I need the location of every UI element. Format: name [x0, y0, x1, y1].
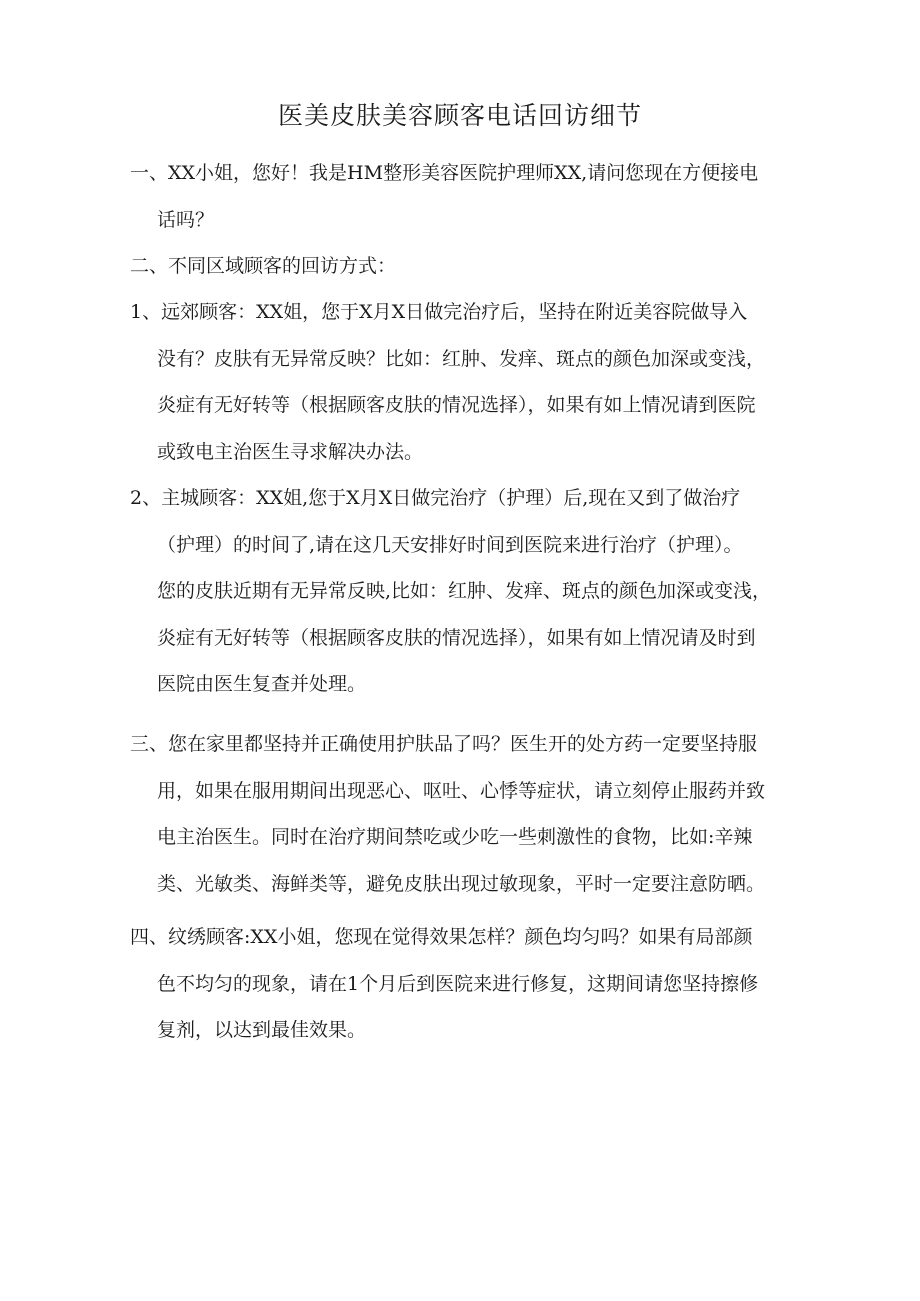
section-3-line-2: 用，如果在服用期间出现恶心、呕吐、心悸等症状，请立刻停止服药并致	[157, 779, 766, 802]
section-3-line-4: 类、光敏类、海鲜类等，避免皮肤出现过敏现象，平时一定要注意防晒。	[157, 872, 766, 895]
section-3-line-3: 电主治医生。同时在治疗期间禁吃或少吃一些刺激性的食物，比如:辛辣	[157, 826, 753, 848]
section-1-line-2: 话吗？	[157, 208, 215, 231]
section-3	[130, 721, 810, 907]
section-4-line-2: 色不均匀的现象，请在1个月后到医院来进行修复，这期间请您坚持擦修	[157, 972, 759, 995]
item-1-line-3: 炎症有无好转等（根据顾客皮肤的情况选择），如果有如上情况请到医院	[157, 394, 756, 416]
section-2	[130, 243, 810, 290]
item-1-line-2: 没有？皮肤有无异常反映？比如：红肿、发痒、斑点的颜色加深或变浅，	[157, 347, 766, 370]
item-2-line-2: （护理）的时间了,请在这几天安排好时间到医院来进行治疗（护理）。	[157, 533, 743, 556]
section-1	[130, 150, 810, 243]
section-1-line-1: 一、XX小姐，您好！我是HM整形美容医院护理师XX,请问您现在方便接电	[130, 162, 759, 184]
section-2-item-2	[130, 475, 810, 708]
item-2-line-1: 2、主城顾客：XX姐,您于X月X日做完治疗（护理）后,现在又到了做治疗	[130, 487, 741, 509]
section-2-item-1	[130, 289, 810, 475]
item-2-line-3: 您的皮肤近期有无异常反映,比如：红肿、发痒、斑点的颜色加深或变浅，	[157, 580, 772, 602]
item-1-line-1: 1、远郊顾客：XX姐，您于X月X日做完治疗后，坚持在附近美容院做导入	[130, 301, 748, 323]
section-4-line-1: 四、纹绣顾客:XX小姐，您现在觉得效果怎样？颜色均匀吗？如果有局部颜	[130, 926, 753, 948]
item-2-line-5: 医院由医生复查并处理。	[157, 673, 367, 695]
section-3-line-1: 三、您在家里都坚持并正确使用护肤品了吗？医生开的处方药一定要坚持服	[130, 733, 758, 755]
section-2-heading: 二、不同区域顾客的回访方式：	[130, 255, 397, 277]
section-4	[130, 914, 810, 1054]
item-1-line-4: 或致电主治医生寻求解决办法。	[157, 440, 424, 463]
document-title: 医美皮肤美容顾客电话回访细节	[277, 101, 642, 130]
section-4-line-3: 复剂，以达到最佳效果。	[157, 1019, 367, 1041]
item-2-line-4: 炎症有无好转等（根据顾客皮肤的情况选择），如果有如上情况请及时到	[157, 626, 756, 649]
